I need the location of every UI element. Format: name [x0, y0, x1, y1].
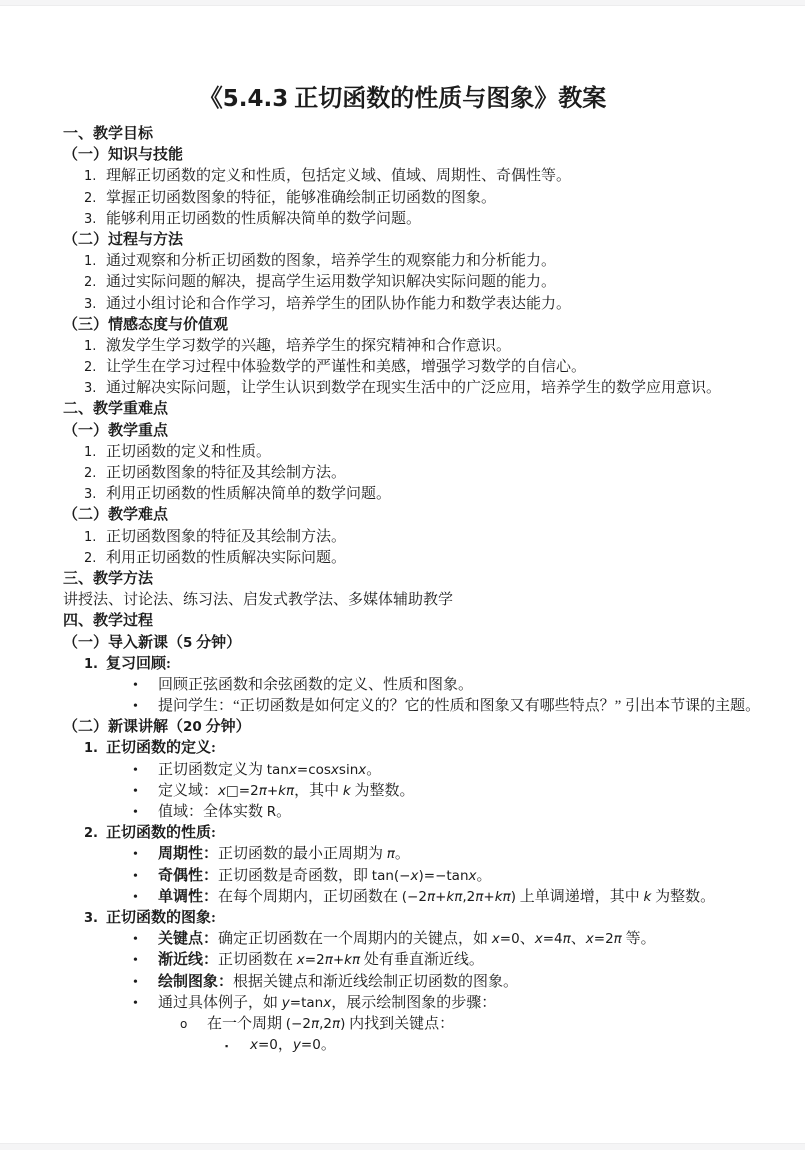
text-segment: π — [285, 782, 295, 799]
bullet-item — [0, 675, 805, 696]
text-segment: k — [342, 782, 351, 799]
text-segment: 在一个周期 — [207, 1015, 286, 1032]
numbered-item — [0, 908, 805, 929]
text-segment: =2 — [238, 782, 259, 799]
text-segment: 渐近线： — [158, 952, 219, 969]
text-segment: 能够利用正切函数的性质解决简单的数学问题。 — [106, 210, 422, 227]
text-segment: + — [332, 952, 345, 969]
text-segment: ，展示绘制图象的步骤： — [331, 994, 497, 1011]
section-heading — [0, 124, 805, 145]
text-segment: x — [218, 782, 227, 799]
text-segment: x — [468, 867, 477, 884]
subsection-heading — [0, 145, 805, 166]
text-segment: 通过实际问题的解决，提高学生运用数学知识解决实际问题的能力。 — [106, 274, 557, 291]
list-marker: • — [133, 677, 138, 693]
text-segment: 通过解决实际问题，让学生认识到数学在现实生活中的广泛应用，培养学生的数学应用意识。 — [106, 380, 722, 397]
text-segment: 。 — [394, 846, 410, 863]
text-segment: )=−tan — [418, 867, 469, 884]
list-marker: 3. — [84, 487, 97, 503]
subsection-heading — [0, 315, 805, 336]
text-segment: k — [344, 952, 352, 969]
text-segment: =4 — [542, 931, 563, 948]
bullet-item — [0, 929, 805, 950]
bullet-item — [0, 696, 805, 717]
list-marker: 2. — [84, 360, 97, 376]
text-segment: 正切函数在 — [218, 952, 297, 969]
text-segment: 正切函数的性质与图象》教案 — [288, 86, 607, 112]
list-marker: • — [133, 932, 138, 948]
text-segment: π — [454, 888, 463, 905]
text-segment: 5 — [183, 634, 193, 651]
text-segment: + — [266, 782, 279, 799]
text-segment: (−2 — [401, 888, 427, 905]
text-segment: k — [446, 888, 455, 905]
bullet-item — [0, 993, 805, 1014]
subsection-heading — [0, 717, 805, 738]
bullet-item — [0, 760, 805, 781]
text-segment: 正切函数定义为 — [158, 761, 267, 778]
list-marker: 1. — [84, 444, 97, 460]
text-segment: ， — [277, 1037, 293, 1054]
text-segment: π — [475, 888, 484, 905]
sub-sub-bullet-item — [0, 1035, 805, 1056]
text-segment: 正切函数的图象: — [106, 909, 216, 926]
text-segment: 通过观察和分析正切函数的图象，培养学生的观察能力和分析能力。 — [106, 253, 557, 270]
text-segment: ，其中 — [294, 782, 343, 799]
text-segment: 单调性： — [158, 888, 219, 905]
numbered-item — [0, 484, 805, 505]
text-segment: 为整数。 — [651, 888, 716, 905]
list-marker: • — [133, 889, 138, 905]
text-segment: k — [494, 888, 503, 905]
text-segment: 提问学生：“正切函数是如何定义的？它的性质和图象又有哪些特点？” 引出本节课的主题。 — [158, 698, 761, 715]
text-segment: 等。 — [621, 931, 656, 948]
text-segment: 利用正切函数的性质解决简单的数学问题。 — [106, 486, 392, 503]
numbered-item — [0, 357, 805, 378]
text-segment: y — [281, 994, 290, 1011]
page-gap-bottom — [0, 1143, 805, 1150]
text-segment: π — [324, 952, 333, 969]
subsection-heading — [0, 230, 805, 251]
list-marker: • — [133, 847, 138, 863]
list-marker: 1. — [84, 529, 97, 545]
list-marker: 2. — [84, 826, 98, 842]
text-segment: 处有垂直渐近线。 — [360, 952, 484, 969]
list-marker: • — [133, 783, 138, 799]
numbered-item — [0, 378, 805, 399]
text-segment: =cos — [296, 761, 331, 778]
text-segment: x — [585, 931, 594, 948]
text-segment: x — [250, 1037, 258, 1054]
text-segment: π — [331, 1015, 341, 1032]
text-segment: π — [351, 952, 361, 969]
text-segment: （二）新课讲解（ — [63, 719, 184, 736]
text-segment: 激发学生学习数学的兴趣，培养学生的探究精神和合作意识。 — [106, 337, 512, 354]
numbered-item — [0, 188, 805, 209]
text-segment: =0 — [258, 1037, 278, 1054]
text-segment: 周期性： — [158, 846, 219, 863]
text-segment: 理解正切函数的定义和性质，包括定义域、值域、周期性、奇偶性等。 — [106, 168, 572, 185]
text-segment: 为整数。 — [350, 782, 415, 799]
text-segment: + — [483, 888, 495, 905]
bullet-item — [0, 887, 805, 908]
list-marker: 1. — [84, 741, 98, 757]
text-segment: 复习回顾: — [106, 655, 171, 672]
text-segment: 20 — [183, 719, 202, 736]
section-heading — [0, 569, 805, 590]
list-marker: 1. — [84, 338, 97, 354]
bullet-item — [0, 781, 805, 802]
text-segment: 奇偶性： — [158, 867, 219, 884]
section-heading — [0, 611, 805, 632]
text-segment: 回顾正弦函数和余弦函数的定义、性质和图象。 — [158, 676, 474, 693]
text-segment: 正切函数的性质: — [106, 825, 216, 842]
text-segment: 正切函数的定义: — [106, 740, 216, 757]
section-heading — [0, 399, 805, 420]
list-marker: 3. — [84, 211, 97, 227]
text-segment: （二）过程与方法 — [63, 231, 184, 248]
text-segment: 确定正切函数在一个周期内的关键点，如 — [218, 931, 492, 948]
text-segment: 三、教学方法 — [63, 570, 154, 587]
page-gap-top — [0, 0, 805, 6]
text-segment: 利用正切函数的性质解决实际问题。 — [106, 549, 347, 566]
sub-bullet-item — [0, 1014, 805, 1035]
list-marker: 1. — [84, 254, 97, 270]
text-segment: 。 — [276, 804, 292, 820]
text-segment: （二）教学难点 — [63, 507, 169, 524]
list-marker: • — [133, 974, 138, 990]
text-segment: =2 — [593, 931, 614, 948]
text-segment: □ — [226, 782, 239, 799]
list-marker: 2. — [84, 466, 97, 481]
text-segment: ) — [510, 888, 516, 905]
numbered-item — [0, 294, 805, 315]
text-segment: 正切函数的定义和性质。 — [106, 443, 272, 460]
text-segment: （一）导入新课（ — [63, 634, 184, 651]
text-segment: π — [258, 782, 267, 799]
text-segment: x — [358, 761, 367, 778]
text-segment: ) — [340, 1015, 346, 1032]
text-segment: + — [435, 888, 447, 905]
numbered-item — [0, 463, 805, 484]
text-segment: =0 — [300, 1037, 321, 1054]
text-segment: =2 — [304, 952, 325, 969]
numbered-item — [0, 336, 805, 357]
text-segment: x — [296, 952, 305, 969]
list-marker: ▪ — [225, 1041, 229, 1052]
text-segment: 。 — [476, 867, 492, 884]
bullet-item — [0, 844, 805, 865]
text-segment: π — [310, 1015, 320, 1032]
text-segment: π — [502, 888, 511, 905]
text-segment: 、 — [570, 931, 586, 948]
list-marker: 2. — [84, 190, 97, 206]
text-segment: 、 — [519, 931, 535, 948]
numbered-item — [0, 823, 805, 844]
bullet-item — [0, 950, 805, 971]
text-segment: 。 — [320, 1037, 336, 1054]
text-segment: =0 — [499, 931, 520, 948]
text-segment: 正切函数是奇函数，即 — [218, 867, 372, 884]
text-segment: 《 — [198, 86, 223, 112]
list-marker: 3. — [84, 910, 98, 926]
numbered-item — [0, 209, 805, 230]
text-segment: （三）情感态度与价值观 — [63, 316, 229, 333]
text-segment: 关键点： — [158, 931, 219, 948]
bullet-item — [0, 972, 805, 993]
text-segment: 正切函数图象的特征及其绘制方法。 — [106, 528, 347, 545]
text-segment: k — [643, 888, 652, 905]
list-marker: • — [133, 995, 138, 1011]
list-marker: • — [133, 953, 138, 969]
text-segment: ,2 — [319, 1015, 332, 1032]
text-segment: 分钟） — [192, 634, 242, 651]
text-segment: sin — [338, 761, 359, 778]
text-segment: 讲授法、讨论法、练习法、启发式教学法、多媒体辅助教学 — [63, 592, 454, 609]
subsection-heading — [0, 633, 805, 654]
text-segment: =tan — [289, 994, 324, 1011]
text-segment: x — [330, 761, 339, 778]
text-segment: x — [288, 761, 297, 778]
text-segment: （一）知识与技能 — [63, 147, 184, 164]
bullet-item — [0, 866, 805, 887]
text-segment: (−2 — [285, 1015, 311, 1032]
text-segment: 定义域： — [158, 782, 219, 799]
text-segment: 一、教学目标 — [63, 126, 154, 142]
text-segment: 。 — [366, 761, 382, 778]
text-segment: 二、教学重难点 — [63, 401, 169, 418]
text-segment: π — [562, 931, 571, 948]
numbered-item — [0, 442, 805, 463]
text-segment: 内找到关键点： — [345, 1015, 455, 1032]
text-segment: tan — [266, 761, 289, 778]
text-segment: 通过具体例子，如 — [158, 994, 282, 1011]
text-segment: y — [292, 1037, 301, 1054]
text-segment: R — [266, 804, 277, 820]
list-marker: 3. — [84, 381, 97, 397]
text-segment: tan(− — [371, 867, 411, 884]
text-segment: 让学生在学习过程中体验数学的严谨性和美感，增强学习数学的自信心。 — [106, 359, 587, 376]
numbered-item — [0, 548, 805, 569]
list-marker: 1. — [84, 656, 98, 672]
subsection-heading — [0, 421, 805, 442]
document-title — [0, 82, 805, 124]
text-segment: 值域：全体实数 — [158, 804, 267, 820]
list-marker: 2. — [84, 550, 97, 566]
list-marker: 2. — [84, 275, 97, 291]
text-segment: 正切函数的最小正周期为 — [218, 846, 387, 863]
numbered-item — [0, 272, 805, 293]
list-marker: • — [133, 762, 138, 778]
numbered-item — [0, 527, 805, 548]
numbered-item — [0, 654, 805, 675]
subsection-heading — [0, 505, 805, 526]
list-marker: o — [180, 1016, 188, 1031]
text-segment: 根据关键点和渐近线绘制正切函数的图象。 — [233, 973, 519, 990]
numbered-item — [0, 251, 805, 272]
text-segment: π — [426, 888, 436, 905]
list-marker: 3. — [84, 296, 97, 312]
numbered-item — [0, 738, 805, 759]
text-segment: 掌握正切函数图象的特征，能够准确绘制正切函数的图象。 — [106, 189, 497, 206]
text-segment: π — [386, 846, 395, 863]
text-segment: x — [491, 931, 500, 948]
text-segment: 上单调递增，其中 — [515, 888, 644, 905]
paragraph — [0, 590, 805, 611]
text-segment: （一）教学重点 — [63, 422, 169, 439]
text-segment: ,2 — [462, 888, 476, 905]
list-marker: • — [133, 805, 138, 820]
text-segment: 通过小组讨论和合作学习，培养学生的团队协作能力和数学表达能力。 — [106, 295, 572, 312]
text-segment: 四、教学过程 — [63, 613, 154, 630]
text-segment: x — [534, 931, 543, 948]
text-segment: 分钟） — [201, 719, 251, 736]
text-segment: x — [323, 994, 332, 1011]
text-segment: 正切函数图象的特征及其绘制方法。 — [106, 465, 347, 481]
text-segment: 绘制图象： — [158, 973, 234, 990]
text-segment: 在每个周期内，正切函数在 — [218, 888, 402, 905]
list-marker: • — [133, 699, 138, 715]
text-segment: k — [278, 782, 286, 799]
text-segment: 5.4.3 — [222, 86, 289, 112]
list-marker: 1. — [84, 169, 97, 185]
bullet-item — [0, 802, 805, 823]
text-segment: π — [613, 931, 622, 948]
text-segment: x — [410, 867, 419, 884]
list-marker: • — [133, 868, 138, 884]
numbered-item — [0, 166, 805, 187]
